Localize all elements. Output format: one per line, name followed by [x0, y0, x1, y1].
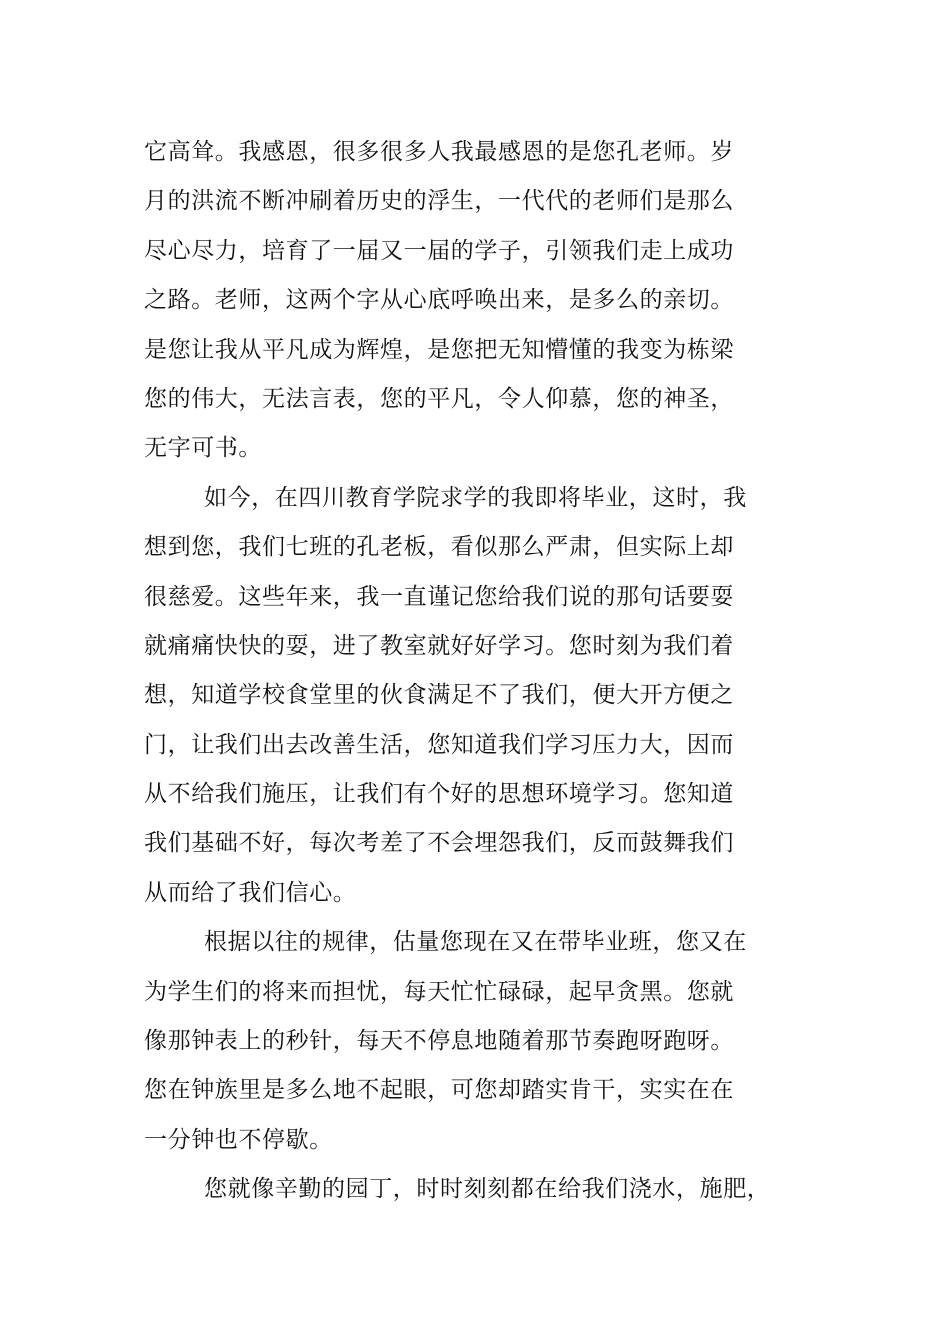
paragraph-1-line-2: 月的洪流不断冲刷着历史的浮生，一代代的老师们是那么: [144, 188, 734, 215]
paragraph-2-line-8: 我们基础不好，每次考差了不会埋怨我们，反而鼓舞我们: [144, 830, 734, 857]
paragraph-3-line-3: 像那钟表上的秒针，每天不停息地随着那节奏跑呀跑呀。: [144, 1028, 734, 1055]
paragraph-2-line-1: 如今，在四川教育学院求学的我即将毕业，这时，我: [204, 484, 747, 511]
paragraph-2-line-5: 想，知道学校食堂里的伙食满足不了我们，便大开方便之: [144, 682, 734, 709]
paragraph-1-line-6: 您的伟大，无法言表，您的平凡，令人仰慕，您的神圣，: [144, 385, 734, 412]
paragraph-3-line-5: 一分钟也不停歇。: [144, 1126, 333, 1153]
paragraph-2-line-6: 门，让我们出去改善生活，您知道我们学习压力大，因而: [144, 731, 734, 758]
paragraph-1-line-7: 无字可书。: [144, 435, 262, 462]
paragraph-3-line-4: 您在钟族里是多么地不起眼，可您却踏实肯干，实实在在: [144, 1077, 734, 1104]
paragraph-2-line-2: 想到您，我们七班的孔老板，看似那么严肃，但实际上却: [144, 534, 734, 561]
paragraph-2-line-7: 从不给我们施压，让我们有个好的思想环境学习。您知道: [144, 781, 734, 808]
paragraph-1-line-1: 它高耸。我感恩，很多很多人我最感恩的是您孔老师。岁: [144, 139, 734, 165]
paragraph-1-line-4: 之路。老师，这两个字从心底呼唤出来，是多么的亲切。: [144, 287, 734, 314]
paragraph-2-line-9: 从而给了我们信心。: [144, 879, 357, 906]
document-body: [144, 128, 824, 1215]
paragraph-4-line-1: 您就像辛勤的园丁，时时刻刻都在给我们浇水，施肥，: [204, 1176, 771, 1203]
paragraph-2-line-3: 很慈爱。这些年来，我一直谨记您给我们说的那句话要耍: [144, 583, 734, 610]
paragraph-1-line-3: 尽心尽力，培育了一届又一届的学子，引领我们走上成功: [144, 237, 734, 264]
paragraph-2-line-4: 就痛痛快快的耍，进了教室就好好学习。您时刻为我们着: [144, 632, 734, 659]
paragraph-1-line-5: 是您让我从平凡成为辉煌，是您把无知懵懂的我变为栋梁: [144, 336, 734, 363]
paragraph-3-line-2: 为学生们的将来而担忧，每天忙忙碌碌，起早贪黑。您就: [144, 978, 734, 1005]
paragraph-3-line-1: 根据以往的规律，估量您现在又在带毕业班，您又在: [204, 929, 747, 956]
